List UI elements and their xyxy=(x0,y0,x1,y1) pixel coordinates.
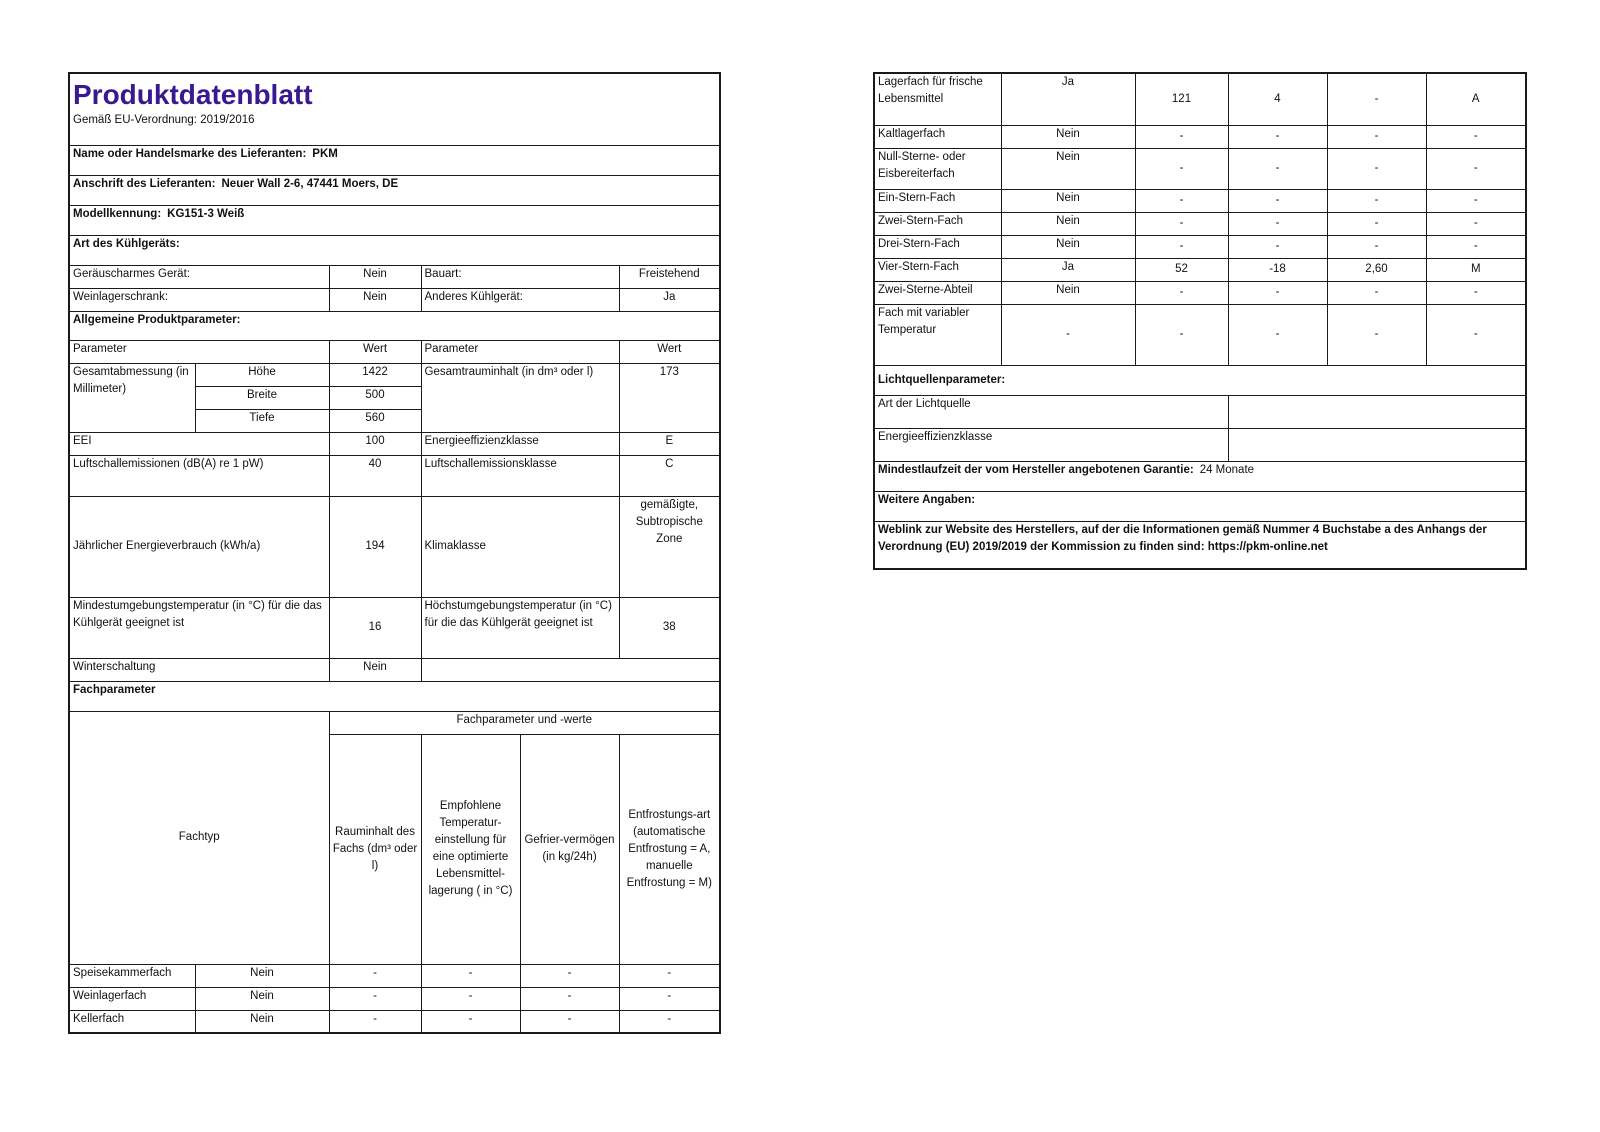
compartment-name: Zwei-Stern-Fach xyxy=(874,212,1001,235)
compartment-defrost: - xyxy=(1426,212,1526,235)
compartment-temp: 4 xyxy=(1228,73,1327,125)
warranty-label: Mindestlaufzeit der vom Hersteller angebotenen Garantie: xyxy=(878,463,1194,476)
compartment-name: Kellerfach xyxy=(69,1010,195,1033)
compartment-volume: - xyxy=(1135,304,1228,365)
compartment-volume: - xyxy=(329,987,421,1010)
compartment-temp: - xyxy=(1228,304,1327,365)
depth-label: Tiefe xyxy=(195,409,329,432)
compartment-volume: 121 xyxy=(1135,73,1228,125)
compartment-name: Speisekammerfach xyxy=(69,964,195,987)
model-id-value: KG151-3 Weiß xyxy=(167,207,245,220)
compartment-freeze: - xyxy=(520,964,619,987)
compartment-defrost: - xyxy=(1426,235,1526,258)
further-info-heading: Weitere Angaben: xyxy=(874,491,1526,521)
compartment-name: Ein-Stern-Fach xyxy=(874,189,1001,212)
compartment-present: Nein xyxy=(195,1010,329,1033)
compartment-temp: - xyxy=(421,987,520,1010)
light-energy-class-label: Energieeffizienzklasse xyxy=(874,428,1228,461)
table-row xyxy=(874,212,1526,235)
climate-class-value: gemäßigte, Subtropische Zone xyxy=(619,496,720,597)
table-row xyxy=(69,1010,720,1033)
right-datasheet-table xyxy=(873,72,1527,570)
total-volume-label: Gesamtrauminhalt (in dm³ oder l) xyxy=(421,363,619,432)
compartment-name: Kaltlagerfach xyxy=(874,125,1001,148)
volume-column-header: Rauminhalt des Fachs (dm³ oder l) xyxy=(329,734,421,964)
max-temp-value: 38 xyxy=(619,597,720,658)
compartment-freeze: - xyxy=(1327,148,1426,189)
model-id-label: Modellkennung: xyxy=(73,207,162,220)
table-row xyxy=(69,964,720,987)
compartment-defrost: - xyxy=(1426,189,1526,212)
noise-emission-value: 40 xyxy=(329,455,421,496)
value-column-header-2: Wert xyxy=(619,340,720,363)
left-datasheet-table xyxy=(68,72,721,1034)
compartment-present: Nein xyxy=(1001,189,1135,212)
supplier-address-label: Anschrift des Lieferanten: xyxy=(73,177,216,190)
compartment-defrost: - xyxy=(619,964,720,987)
compartment-freeze: - xyxy=(520,987,619,1010)
compartment-present: Ja xyxy=(1001,73,1135,125)
winter-switch-label: Winterschaltung xyxy=(69,658,329,681)
wine-cabinet-value: Nein xyxy=(329,288,421,311)
table-row xyxy=(874,258,1526,281)
height-label: Höhe xyxy=(195,363,329,386)
compartment-freeze: - xyxy=(1327,304,1426,365)
compartment-present: Ja xyxy=(1001,258,1135,281)
table-row xyxy=(874,73,1526,125)
compartment-temp: - xyxy=(1228,212,1327,235)
freezing-column-header: Gefrier-vermögen (in kg/24h) xyxy=(520,734,619,964)
table-row xyxy=(874,235,1526,258)
compartment-temp: - xyxy=(421,964,520,987)
compartment-volume: - xyxy=(329,1010,421,1033)
annual-energy-value: 194 xyxy=(329,496,421,597)
compartment-freeze: 2,60 xyxy=(1327,258,1426,281)
manufacturer-weblink: Weblink zur Website des Herstellers, auf der die Informationen gemäß Nummer 4 Buchstabe a des Anhangs der Verordnung (EU) 2019/2019 der Kommission zu finden sind: https://pkm-online.net xyxy=(874,521,1526,569)
page-title: Produktdatenblatt xyxy=(73,79,313,110)
param-column-header: Parameter xyxy=(69,340,329,363)
compartment-present: Nein xyxy=(1001,235,1135,258)
design-label: Bauart: xyxy=(421,265,619,288)
compartment-defrost: - xyxy=(1426,304,1526,365)
compartment-volume: 52 xyxy=(1135,258,1228,281)
compartment-freeze: - xyxy=(1327,212,1426,235)
compartment-volume: - xyxy=(1135,148,1228,189)
compartment-temp: - xyxy=(1228,281,1327,304)
width-label: Breite xyxy=(195,386,329,409)
table-row xyxy=(874,125,1526,148)
annual-energy-label: Jährlicher Energieverbrauch (kWh/a) xyxy=(69,496,329,597)
height-value: 1422 xyxy=(329,363,421,386)
compartment-name: Fach mit variabler Temperatur xyxy=(874,304,1001,365)
design-value: Freistehend xyxy=(619,265,720,288)
defrost-column-header: Entfrostungs-art (automatische Entfrostung = A, manuelle Entfrostung = M) xyxy=(619,734,720,964)
compartment-defrost: - xyxy=(1426,148,1526,189)
compartment-name: Zwei-Sterne-Abteil xyxy=(874,281,1001,304)
compartment-volume: - xyxy=(1135,212,1228,235)
compartment-name: Weinlagerfach xyxy=(69,987,195,1010)
dimensions-label: Gesamtabmessung (in Millimeter) xyxy=(69,363,195,432)
compartment-volume: - xyxy=(1135,189,1228,212)
eei-value: 100 xyxy=(329,432,421,455)
other-device-value: Ja xyxy=(619,288,720,311)
compartment-temp: - xyxy=(1228,125,1327,148)
table-row xyxy=(874,281,1526,304)
supplier-name-label: Name oder Handelsmarke des Lieferanten: xyxy=(73,147,307,160)
wine-cabinet-label: Weinlagerschrank: xyxy=(69,288,329,311)
model-id-row xyxy=(69,205,720,235)
param-column-header-2: Parameter xyxy=(421,340,619,363)
noise-emission-label: Luftschallemissionen (dB(A) re 1 pW) xyxy=(69,455,329,496)
compartment-params-heading: Fachparameter xyxy=(69,681,720,711)
compartment-present: Nein xyxy=(1001,148,1135,189)
max-temp-label: Höchstumgebungstemperatur (in °C) für die das Kühlgerät geeignet ist xyxy=(421,597,619,658)
compartment-temp: - xyxy=(1228,189,1327,212)
compartment-volume: - xyxy=(1135,281,1228,304)
light-source-heading: Lichtquellenparameter: xyxy=(874,365,1526,395)
depth-value: 560 xyxy=(329,409,421,432)
compartment-defrost: A xyxy=(1426,73,1526,125)
compartment-name: Vier-Stern-Fach xyxy=(874,258,1001,281)
table-row xyxy=(874,148,1526,189)
width-value: 500 xyxy=(329,386,421,409)
compartment-present: - xyxy=(1001,304,1135,365)
compartment-present: Nein xyxy=(195,987,329,1010)
compartment-present: Nein xyxy=(1001,212,1135,235)
energy-class-label: Energieeffizienzklasse xyxy=(421,432,619,455)
low-noise-value: Nein xyxy=(329,265,421,288)
compartment-name: Drei-Stern-Fach xyxy=(874,235,1001,258)
compartment-present: Nein xyxy=(195,964,329,987)
device-type-heading: Art des Kühlgeräts: xyxy=(69,235,720,265)
compartment-freeze: - xyxy=(1327,125,1426,148)
light-type-value xyxy=(1228,395,1526,428)
compartment-present: Nein xyxy=(1001,125,1135,148)
compartment-temp: - xyxy=(421,1010,520,1033)
low-noise-label: Geräuscharmes Gerät: xyxy=(69,265,329,288)
light-energy-class-value xyxy=(1228,428,1526,461)
compartment-temp: - xyxy=(1228,148,1327,189)
compartment-defrost: - xyxy=(619,1010,720,1033)
supplier-name-value: PKM xyxy=(312,147,338,160)
compartment-defrost: - xyxy=(1426,125,1526,148)
energy-class-value: E xyxy=(619,432,720,455)
compartment-volume: - xyxy=(1135,235,1228,258)
value-column-header: Wert xyxy=(329,340,421,363)
min-temp-label: Mindestumgebungstemperatur (in °C) für die das Kühlgerät geeignet ist xyxy=(69,597,329,658)
compartment-name: Lagerfach für frische Lebensmittel xyxy=(874,73,1001,125)
compartment-freeze: - xyxy=(520,1010,619,1033)
compartment-name: Null-Sterne- oder Eisbereiterfach xyxy=(874,148,1001,189)
header-cell xyxy=(69,73,720,145)
compartment-volume: - xyxy=(329,964,421,987)
compartment-defrost: - xyxy=(1426,281,1526,304)
supplier-name-row xyxy=(69,145,720,175)
table-row xyxy=(874,304,1526,365)
compartment-freeze: - xyxy=(1327,235,1426,258)
compartment-temp: - xyxy=(1228,235,1327,258)
compartment-freeze: - xyxy=(1327,73,1426,125)
temperature-column-header: Empfohlene Temperatur-einstellung für eine optimierte Lebensmittel-lagerung ( in °C) xyxy=(421,734,520,964)
compartment-defrost: M xyxy=(1426,258,1526,281)
other-device-label: Anderes Kühlgerät: xyxy=(421,288,619,311)
compartment-freeze: - xyxy=(1327,281,1426,304)
warranty-row xyxy=(874,461,1526,491)
compartment-temp: -18 xyxy=(1228,258,1327,281)
eei-label: EEI xyxy=(69,432,329,455)
compartment-type-header: Fachtyp xyxy=(69,711,329,964)
general-params-heading: Allgemeine Produktparameter: xyxy=(69,311,720,340)
climate-class-label: Klimaklasse xyxy=(421,496,619,597)
light-type-label: Art der Lichtquelle xyxy=(874,395,1228,428)
warranty-value: 24 Monate xyxy=(1199,463,1255,476)
winter-switch-value: Nein xyxy=(329,658,421,681)
noise-class-label: Luftschallemissionsklasse xyxy=(421,455,619,496)
compartment-defrost: - xyxy=(619,987,720,1010)
table-row xyxy=(874,189,1526,212)
min-temp-value: 16 xyxy=(329,597,421,658)
compartment-volume: - xyxy=(1135,125,1228,148)
noise-class-value: C xyxy=(619,455,720,496)
supplier-address-value: Neuer Wall 2-6, 47441 Moers, DE xyxy=(221,177,399,190)
empty-cell xyxy=(421,658,720,681)
compartment-values-group-header: Fachparameter und -werte xyxy=(329,711,720,734)
supplier-address-row xyxy=(69,175,720,205)
total-volume-value: 173 xyxy=(619,363,720,432)
compartment-present: Nein xyxy=(1001,281,1135,304)
compartment-freeze: - xyxy=(1327,189,1426,212)
regulation-subtitle: Gemäß EU-Verordnung: 2019/2016 xyxy=(73,114,255,126)
table-row xyxy=(69,987,720,1010)
